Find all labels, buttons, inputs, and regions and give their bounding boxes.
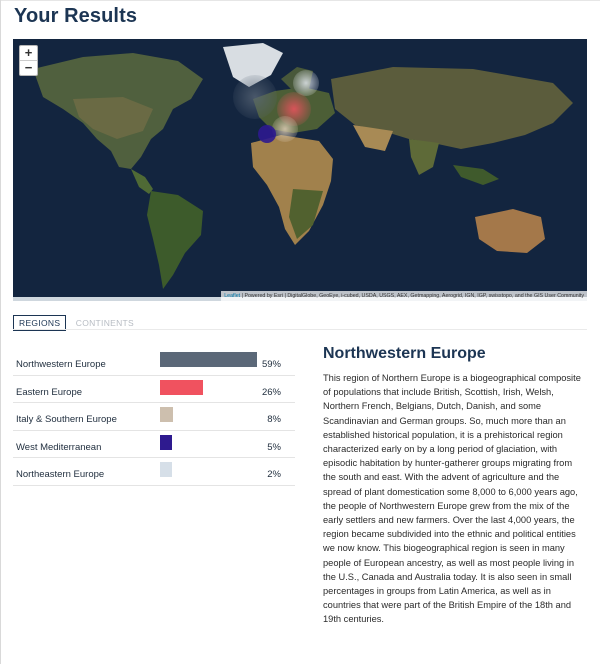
region-name: West Mediterranean <box>16 441 102 453</box>
region-detail-heading: Northwestern Europe <box>323 345 486 362</box>
zoom-out-button[interactable]: − <box>24 60 33 75</box>
region-row-italy-southern-europe[interactable] <box>13 403 295 431</box>
map-attribution <box>221 291 587 301</box>
region-percent: 59% <box>261 359 281 370</box>
region-percent: 2% <box>267 469 281 480</box>
region-name: Eastern Europe <box>16 386 83 398</box>
region-bar <box>160 407 173 422</box>
region-list <box>13 348 295 486</box>
region-bar <box>160 462 172 477</box>
region-row-northeastern-europe[interactable] <box>13 458 295 486</box>
frame-top-border <box>0 0 600 1</box>
region-percent: 8% <box>267 414 281 425</box>
region-bar <box>160 380 203 395</box>
satellite-map-layer[interactable] <box>13 39 587 301</box>
attribution-text: | Powered by Esri | DigitalGlobe, GeoEye, i-cubed, USDA, USGS, AEX, Getmapping, Aerogrid, IGN, IGP, swisstopo, and the GIS User Community <box>241 293 584 299</box>
region-name: Northwestern Europe <box>16 359 106 370</box>
region-detail-panel <box>323 345 581 627</box>
region-detail-description: This region of Northern Europe is a biogeographical composite of populations that include British, Scottish, Irish, Welsh, Northern French, Belgians, Dutch, Danish, and some Scandinavian and German groups. So, much more than an established historical population, it is a prehistorical region characterized early on by a long period of glaciation, with episodic habitation by hunter-gatherer groups migrating from the south and east. With the advent of agriculture and the spread of plant domestication some 8,000 to 6,000 years ago, the people of Northwestern Europe grew from the mix of the early settlers and new farmers. Over the last 4,000 years, the region became subdivided into the ethnic and political entities we now know. This biogeographical region is seen in many people of European ancestry, as well as most people living in the U.S., Canada and Australia today. It is also seen in small percentages in groups from Latin America, as well as in countries that were part of the British Empire of the 18th and 19th centuries. <box>323 373 581 625</box>
region-row-eastern-europe[interactable] <box>13 376 295 404</box>
results-map[interactable] <box>13 39 587 301</box>
tab-continents[interactable]: CONTINENTS <box>75 318 135 328</box>
region-name: Northeastern Europe <box>16 469 105 480</box>
tab-divider <box>13 329 587 330</box>
results-tabs <box>13 313 139 329</box>
frame-left-border <box>0 0 1 664</box>
zoom-control <box>19 45 38 76</box>
tab-regions[interactable]: REGIONS <box>13 315 66 331</box>
zoom-in-button[interactable]: + <box>24 45 33 60</box>
region-row-west-mediterranean[interactable] <box>13 431 295 459</box>
page-title: Your Results <box>14 5 138 27</box>
region-percent: 5% <box>267 441 281 453</box>
region-name: Italy & Southern Europe <box>16 414 117 425</box>
leaflet-link[interactable]: Leaflet <box>224 293 241 299</box>
region-bar <box>160 435 172 450</box>
region-bar <box>160 352 257 367</box>
region-percent: 26% <box>261 386 281 398</box>
region-row-northwestern-europe[interactable] <box>13 348 295 376</box>
